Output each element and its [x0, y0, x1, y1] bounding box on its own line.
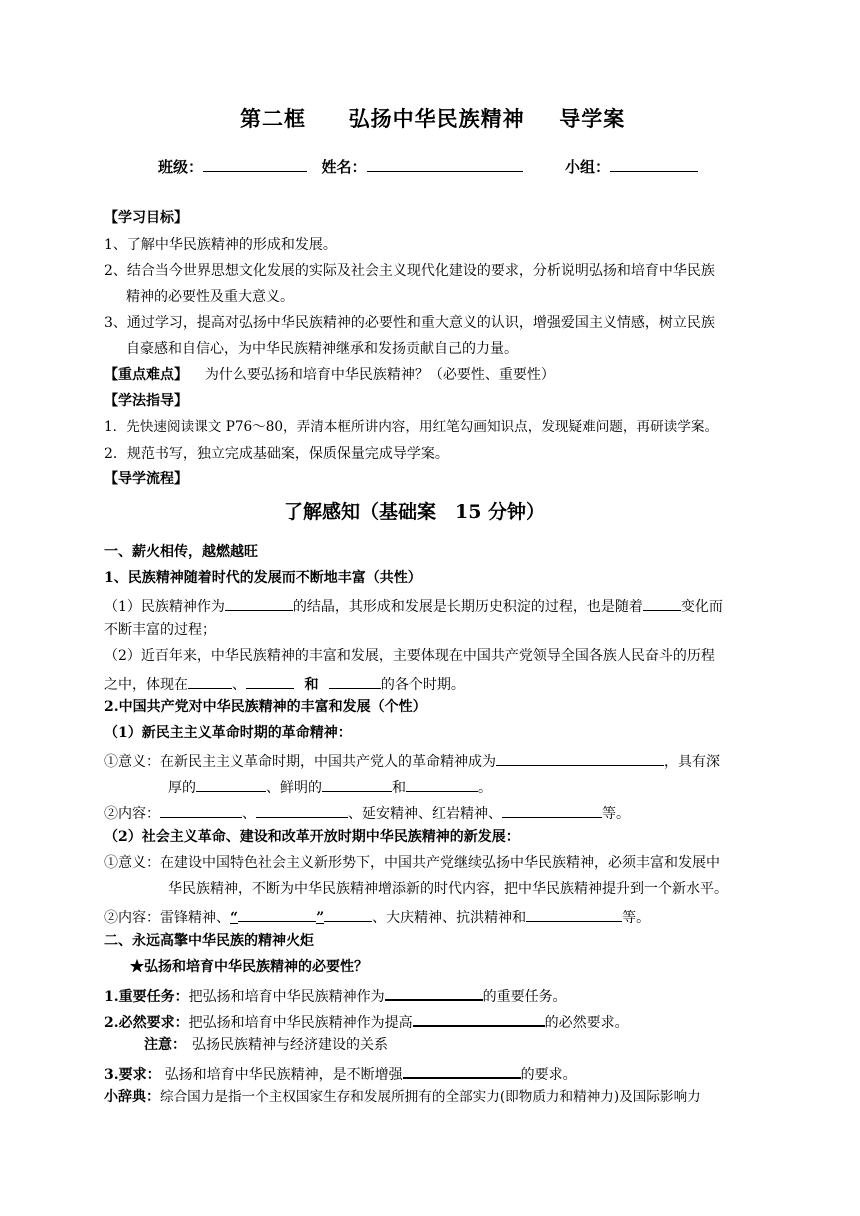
content2-text-b: 、大庆精神、抗洪精神和: [372, 910, 527, 926]
title-part1: 第二框: [240, 106, 306, 131]
name-blank[interactable]: [367, 158, 523, 172]
part1-sub2: 2.中国共产党对中华民族精神的丰富和发展（个性）: [104, 699, 427, 715]
p1-label: 1.重要任务：: [104, 989, 189, 1005]
content2-rquote: ”: [316, 910, 325, 926]
meaning1-text-b: ，具有深: [664, 754, 720, 770]
q1-text-c: 变化而: [680, 599, 723, 615]
p1-text-a: 把弘扬和培育中华民族精神作为: [188, 989, 385, 1005]
p2-label: 2.必然要求：: [104, 1015, 189, 1031]
p3-text-a: 弘扬和培育中华民族精神，是不断增强: [164, 1067, 403, 1083]
group-label: 小组：: [564, 158, 610, 176]
method-heading: 【学法指导】: [104, 393, 188, 409]
content1-text-a: ②内容：: [104, 806, 160, 822]
content1-blank-1[interactable]: [160, 804, 242, 818]
meaning1-text-a: ①意义：在新民主主义革命时期，中国共产党人的革命精神成为: [104, 754, 496, 770]
content2-text-c: 等。: [622, 910, 651, 926]
key-points-heading: 【重点难点】: [104, 367, 188, 383]
section-title: 了解感知（基础案 15 分钟）: [284, 501, 546, 523]
q2-text-a: 之中，体现在: [104, 677, 188, 693]
process-heading: 【导学流程】: [104, 471, 188, 487]
part2-heading: 二、永远高擎中华民族的精神火炬: [104, 933, 314, 949]
meaning2-line2: 华民族精神，不断为中华民族精神增添新的时代内容，把中华民族精神提升到一个新水平。: [168, 881, 728, 897]
q1-text-b: 的结晶，其形成和发展是长期历史积淀的过程，也是随着: [292, 599, 643, 615]
content1-blank-2[interactable]: [256, 804, 348, 818]
content1-text-b: 、延安精神、红岩精神、: [348, 806, 502, 822]
objective-3-line1: 3、通过学习，提高对弘扬中华民族精神的必要性和重大意义的认识，增强爱国主义情感，树立民族: [104, 315, 715, 331]
method-1: 1．先快速阅读课文 P76～80，弄清本框所讲内容，用红笔勾画知识点，发现疑难问题，再研读学案。: [104, 419, 719, 435]
p1-line: [104, 986, 567, 1004]
objective-2-line2: 精神的必要性及重大意义。: [126, 289, 294, 305]
content2-text-a: ②内容：雷锋精神、: [104, 910, 230, 926]
key-points-text: 为什么要弘扬和培育中华民族精神？（必要性、重要性）: [204, 367, 555, 383]
content2-blank-3[interactable]: [526, 908, 622, 922]
title-part3: 导学案: [559, 106, 626, 131]
q2-blank-1[interactable]: [188, 675, 232, 689]
name-label: 姓名：: [321, 158, 367, 176]
q2-sep: 、: [232, 677, 246, 693]
meaning1-blank-1[interactable]: [496, 752, 664, 766]
p3-blank[interactable]: [403, 1064, 521, 1079]
meaning1-text-d: 、鲜明的: [266, 780, 322, 796]
meaning1-line1: [104, 752, 720, 769]
q1-text-a: （1）民族精神作为: [104, 599, 225, 615]
meaning1-blank-4[interactable]: [406, 778, 478, 792]
q1-blank-2[interactable]: [643, 597, 681, 611]
dict-line: [104, 1090, 701, 1105]
method-2: 2．规范书写，独立完成基础案，保质保量完成导学案。: [104, 446, 449, 462]
class-blank[interactable]: [203, 158, 307, 172]
content1-line: [104, 804, 630, 821]
p3-text-b: 的要求。: [520, 1067, 577, 1083]
meaning1-blank-3[interactable]: [322, 778, 392, 792]
dict-label: 小辞典：: [104, 1089, 160, 1105]
p3-line: [104, 1064, 577, 1082]
class-label: 班级：: [158, 158, 204, 176]
content1-blank-3[interactable]: [502, 804, 602, 818]
group-blank[interactable]: [610, 158, 698, 172]
objective-3-line2: 自豪感和自信心，为中华民族精神继承和发扬贡献自己的力量。: [126, 341, 518, 357]
note-line: [144, 1038, 388, 1052]
q1-line1: [104, 597, 723, 614]
part1-heading: 一、薪火相传，越燃越旺: [104, 544, 258, 560]
part1-sub2-2: （2）社会主义革命、建设和改革开放时期中华民族精神的新发展：: [104, 829, 520, 845]
q2-blank-2[interactable]: [246, 675, 294, 689]
objective-2-line1: 2、结合当今世界思想文化发展的实际及社会主义现代化建设的要求，分析说明弘扬和培育中华民族: [104, 263, 715, 279]
content1-sep: 、: [242, 806, 256, 822]
p1-blank[interactable]: [385, 986, 483, 1001]
q1-blank-1[interactable]: [225, 597, 293, 611]
objectives-heading: 【学习目标】: [104, 210, 188, 226]
note-text: 弘扬民族精神与经济建设的关系: [192, 1037, 388, 1053]
part1-sub1: 1、民族精神随着时代的发展而不断地丰富（共性）: [104, 570, 422, 586]
meaning1-text-e: 和: [392, 780, 406, 796]
meaning2-line1: ①意义：在建设中国特色社会主义新形势下，中国共产党继续弘扬中华民族精神，必须丰富和发展中: [104, 855, 720, 871]
meaning1-text-c: 厚的: [168, 780, 196, 796]
content2-line: [104, 908, 650, 925]
p1-text-b: 的重要任务。: [482, 989, 567, 1005]
q2-blank-3[interactable]: [329, 675, 381, 689]
meaning1-blank-2[interactable]: [196, 778, 266, 792]
meaning1-text-f: 。: [478, 780, 492, 796]
p3-label: 3.要求：: [104, 1067, 161, 1083]
dict-text: 综合国力是指一个主权国家生存和发展所拥有的全部实力(即物质力和精神力)及国际影响力: [160, 1089, 701, 1105]
page-title: [240, 108, 625, 129]
q2-line1: （2）近百年来，中华民族精神的丰富和发展，主要体现在中国共产党领导全国各族人民奋斗的历程: [104, 648, 715, 664]
q2-line2: [104, 675, 465, 692]
title-part2: 弘扬中华民族精神: [348, 106, 525, 131]
p2-blank[interactable]: [413, 1012, 545, 1027]
key-points: [104, 368, 555, 382]
p2-text-b: 的必然要求。: [544, 1015, 629, 1031]
part2-star-title: ★弘扬和培育中华民族精神的必要性？: [130, 959, 368, 975]
info-line: [158, 158, 698, 175]
note-label: 注意：: [144, 1037, 186, 1053]
part1-sub2-1: （1）新民主主义革命时期的革命精神：: [104, 725, 352, 741]
content2-blank-1[interactable]: [238, 908, 316, 922]
objective-1: 1、了解中华民族精神的形成和发展。: [104, 237, 337, 253]
content2-lquote: “: [230, 910, 239, 926]
q2-text-b: 的各个时期。: [380, 677, 465, 693]
q2-and: 和: [304, 677, 319, 693]
p2-text-a: 把弘扬和培育中华民族精神作为提高: [188, 1015, 413, 1031]
q1-line2: 不断丰富的过程；: [104, 622, 216, 638]
content2-blank-2[interactable]: [324, 908, 372, 922]
meaning1-line2: [168, 778, 492, 795]
p2-line: [104, 1012, 629, 1030]
content1-text-c: 等。: [602, 806, 630, 822]
